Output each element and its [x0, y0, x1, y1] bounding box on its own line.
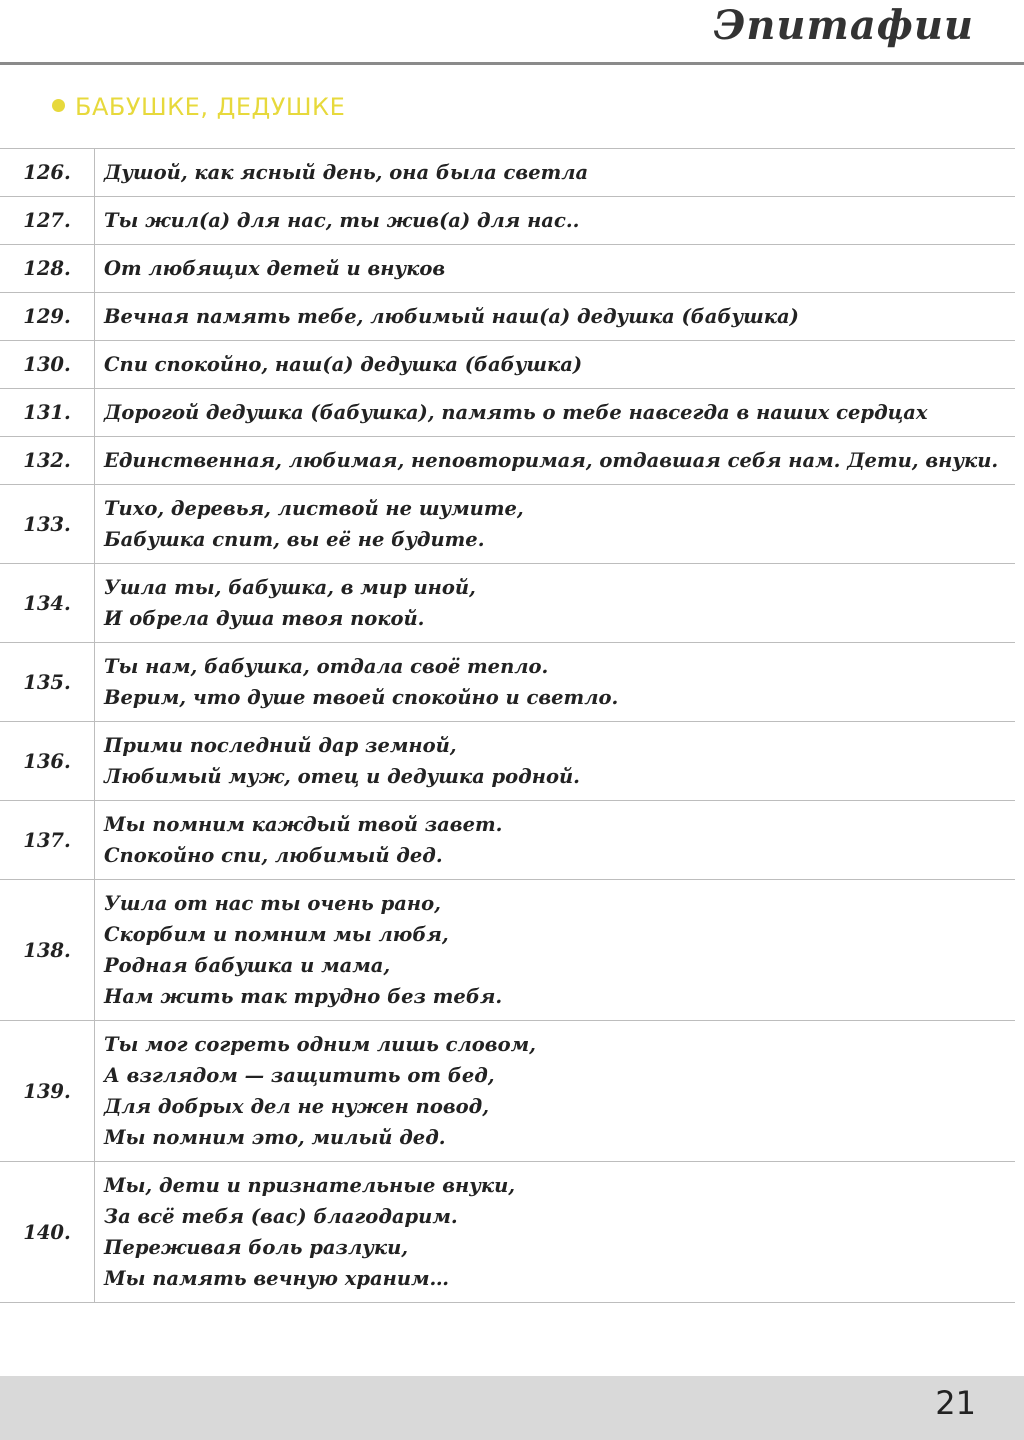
epitaph-number: 126.: [0, 149, 95, 197]
epitaph-table: [0, 148, 1015, 1303]
epitaph-line: Ушла ты, бабушка, в мир иной,: [104, 576, 476, 599]
epitaph-number: 140.: [0, 1162, 95, 1303]
epitaph-row: [0, 389, 1015, 437]
epitaph-text: [95, 389, 1016, 437]
epitaph-number: 138.: [0, 880, 95, 1021]
epitaph-row: [0, 197, 1015, 245]
epitaph-text: [95, 149, 1016, 197]
epitaph-line: Спи спокойно, наш(а) дедушка (бабушка): [104, 353, 583, 376]
epitaph-line: Душой, как ясный день, она была светла: [104, 161, 589, 184]
epitaph-number: 136.: [0, 722, 95, 801]
epitaph-text: [95, 880, 1016, 1021]
epitaph-line: Мы память вечную храним…: [104, 1267, 450, 1290]
epitaph-text: [95, 722, 1016, 801]
epitaph-line: Любимый муж, отец и дедушка родной.: [104, 765, 580, 788]
epitaph-row: [0, 801, 1015, 880]
epitaph-row: [0, 1021, 1015, 1162]
epitaph-text: [95, 1021, 1016, 1162]
epitaph-number: 131.: [0, 389, 95, 437]
epitaph-number: 132.: [0, 437, 95, 485]
epitaph-text: [95, 341, 1016, 389]
epitaph-text: [95, 293, 1016, 341]
epitaph-line: Ты нам, бабушка, отдала своё тепло.: [104, 655, 549, 678]
epitaph-row: [0, 880, 1015, 1021]
epitaph-line: А взглядом — защитить от бед,: [104, 1064, 495, 1087]
epitaph-line: Для добрых дел не нужен повод,: [104, 1095, 489, 1118]
epitaph-number: 129.: [0, 293, 95, 341]
epitaph-text: [95, 485, 1016, 564]
epitaph-line: Дорогой дедушка (бабушка), память о тебе навсегда в наших сердцах: [104, 401, 928, 424]
footer-bar: [0, 1376, 1024, 1440]
epitaph-number: 137.: [0, 801, 95, 880]
epitaph-text: [95, 564, 1016, 643]
epitaph-line: Ты мог согреть одним лишь словом,: [104, 1033, 536, 1056]
epitaph-line: Родная бабушка и мама,: [104, 954, 391, 977]
bullet-dot-icon: [52, 99, 65, 112]
epitaph-number: 139.: [0, 1021, 95, 1162]
epitaph-row: [0, 722, 1015, 801]
epitaph-text: [95, 197, 1016, 245]
section-heading-label: БАБУШКЕ, ДЕДУШКЕ: [75, 93, 346, 121]
epitaph-text: [95, 245, 1016, 293]
epitaph-line: Спокойно спи, любимый дед.: [104, 844, 443, 867]
epitaph-line: Ты жил(а) для нас, ты жив(а) для нас..: [104, 209, 580, 232]
epitaph-line: Скорбим и помним мы любя,: [104, 923, 449, 946]
epitaph-number: 127.: [0, 197, 95, 245]
epitaph-number: 128.: [0, 245, 95, 293]
epitaph-line: За всё тебя (вас) благодарим.: [104, 1205, 458, 1228]
epitaph-line: Прими последний дар земной,: [104, 734, 457, 757]
epitaph-table-body: [0, 149, 1015, 1303]
epitaph-line: Бабушка спит, вы её не будите.: [104, 528, 485, 551]
epitaph-line: Единственная, любимая, неповторимая, отдавшая себя нам. Дети, внуки.: [104, 449, 999, 472]
epitaph-row: [0, 643, 1015, 722]
epitaph-number: 130.: [0, 341, 95, 389]
epitaph-line: И обрела душа твоя покой.: [104, 607, 425, 630]
epitaph-row: [0, 564, 1015, 643]
epitaph-row: [0, 149, 1015, 197]
epitaph-number: 134.: [0, 564, 95, 643]
epitaph-line: Мы помним это, милый дед.: [104, 1126, 446, 1149]
epitaph-line: Вечная память тебе, любимый наш(а) дедушка (бабушка): [104, 305, 799, 328]
epitaph-text: [95, 1162, 1016, 1303]
epitaph-text: [95, 437, 1016, 485]
epitaph-row: [0, 341, 1015, 389]
epitaph-line: Нам жить так трудно без тебя.: [104, 985, 503, 1008]
epitaph-line: Верим, что душе твоей спокойно и светло.: [104, 686, 619, 709]
epitaph-row: [0, 437, 1015, 485]
page-number: 21: [935, 1384, 976, 1422]
epitaph-number: 133.: [0, 485, 95, 564]
epitaph-line: Мы помним каждый твой завет.: [104, 813, 503, 836]
epitaph-row: [0, 293, 1015, 341]
page-header-title: Эпитафии: [713, 2, 974, 49]
epitaph-line: Мы, дети и признательные внуки,: [104, 1174, 516, 1197]
epitaph-line: Ушла от нас ты очень рано,: [104, 892, 441, 915]
section-heading: [52, 93, 345, 121]
epitaph-row: [0, 485, 1015, 564]
epitaph-line: Тихо, деревья, листвой не шумите,: [104, 497, 524, 520]
epitaph-text: [95, 801, 1016, 880]
epitaph-number: 135.: [0, 643, 95, 722]
epitaph-text: [95, 643, 1016, 722]
epitaph-row: [0, 245, 1015, 293]
epitaph-line: От любящих детей и внуков: [104, 257, 446, 280]
epitaph-row: [0, 1162, 1015, 1303]
header-divider: [0, 62, 1024, 65]
epitaph-line: Переживая боль разлуки,: [104, 1236, 409, 1259]
